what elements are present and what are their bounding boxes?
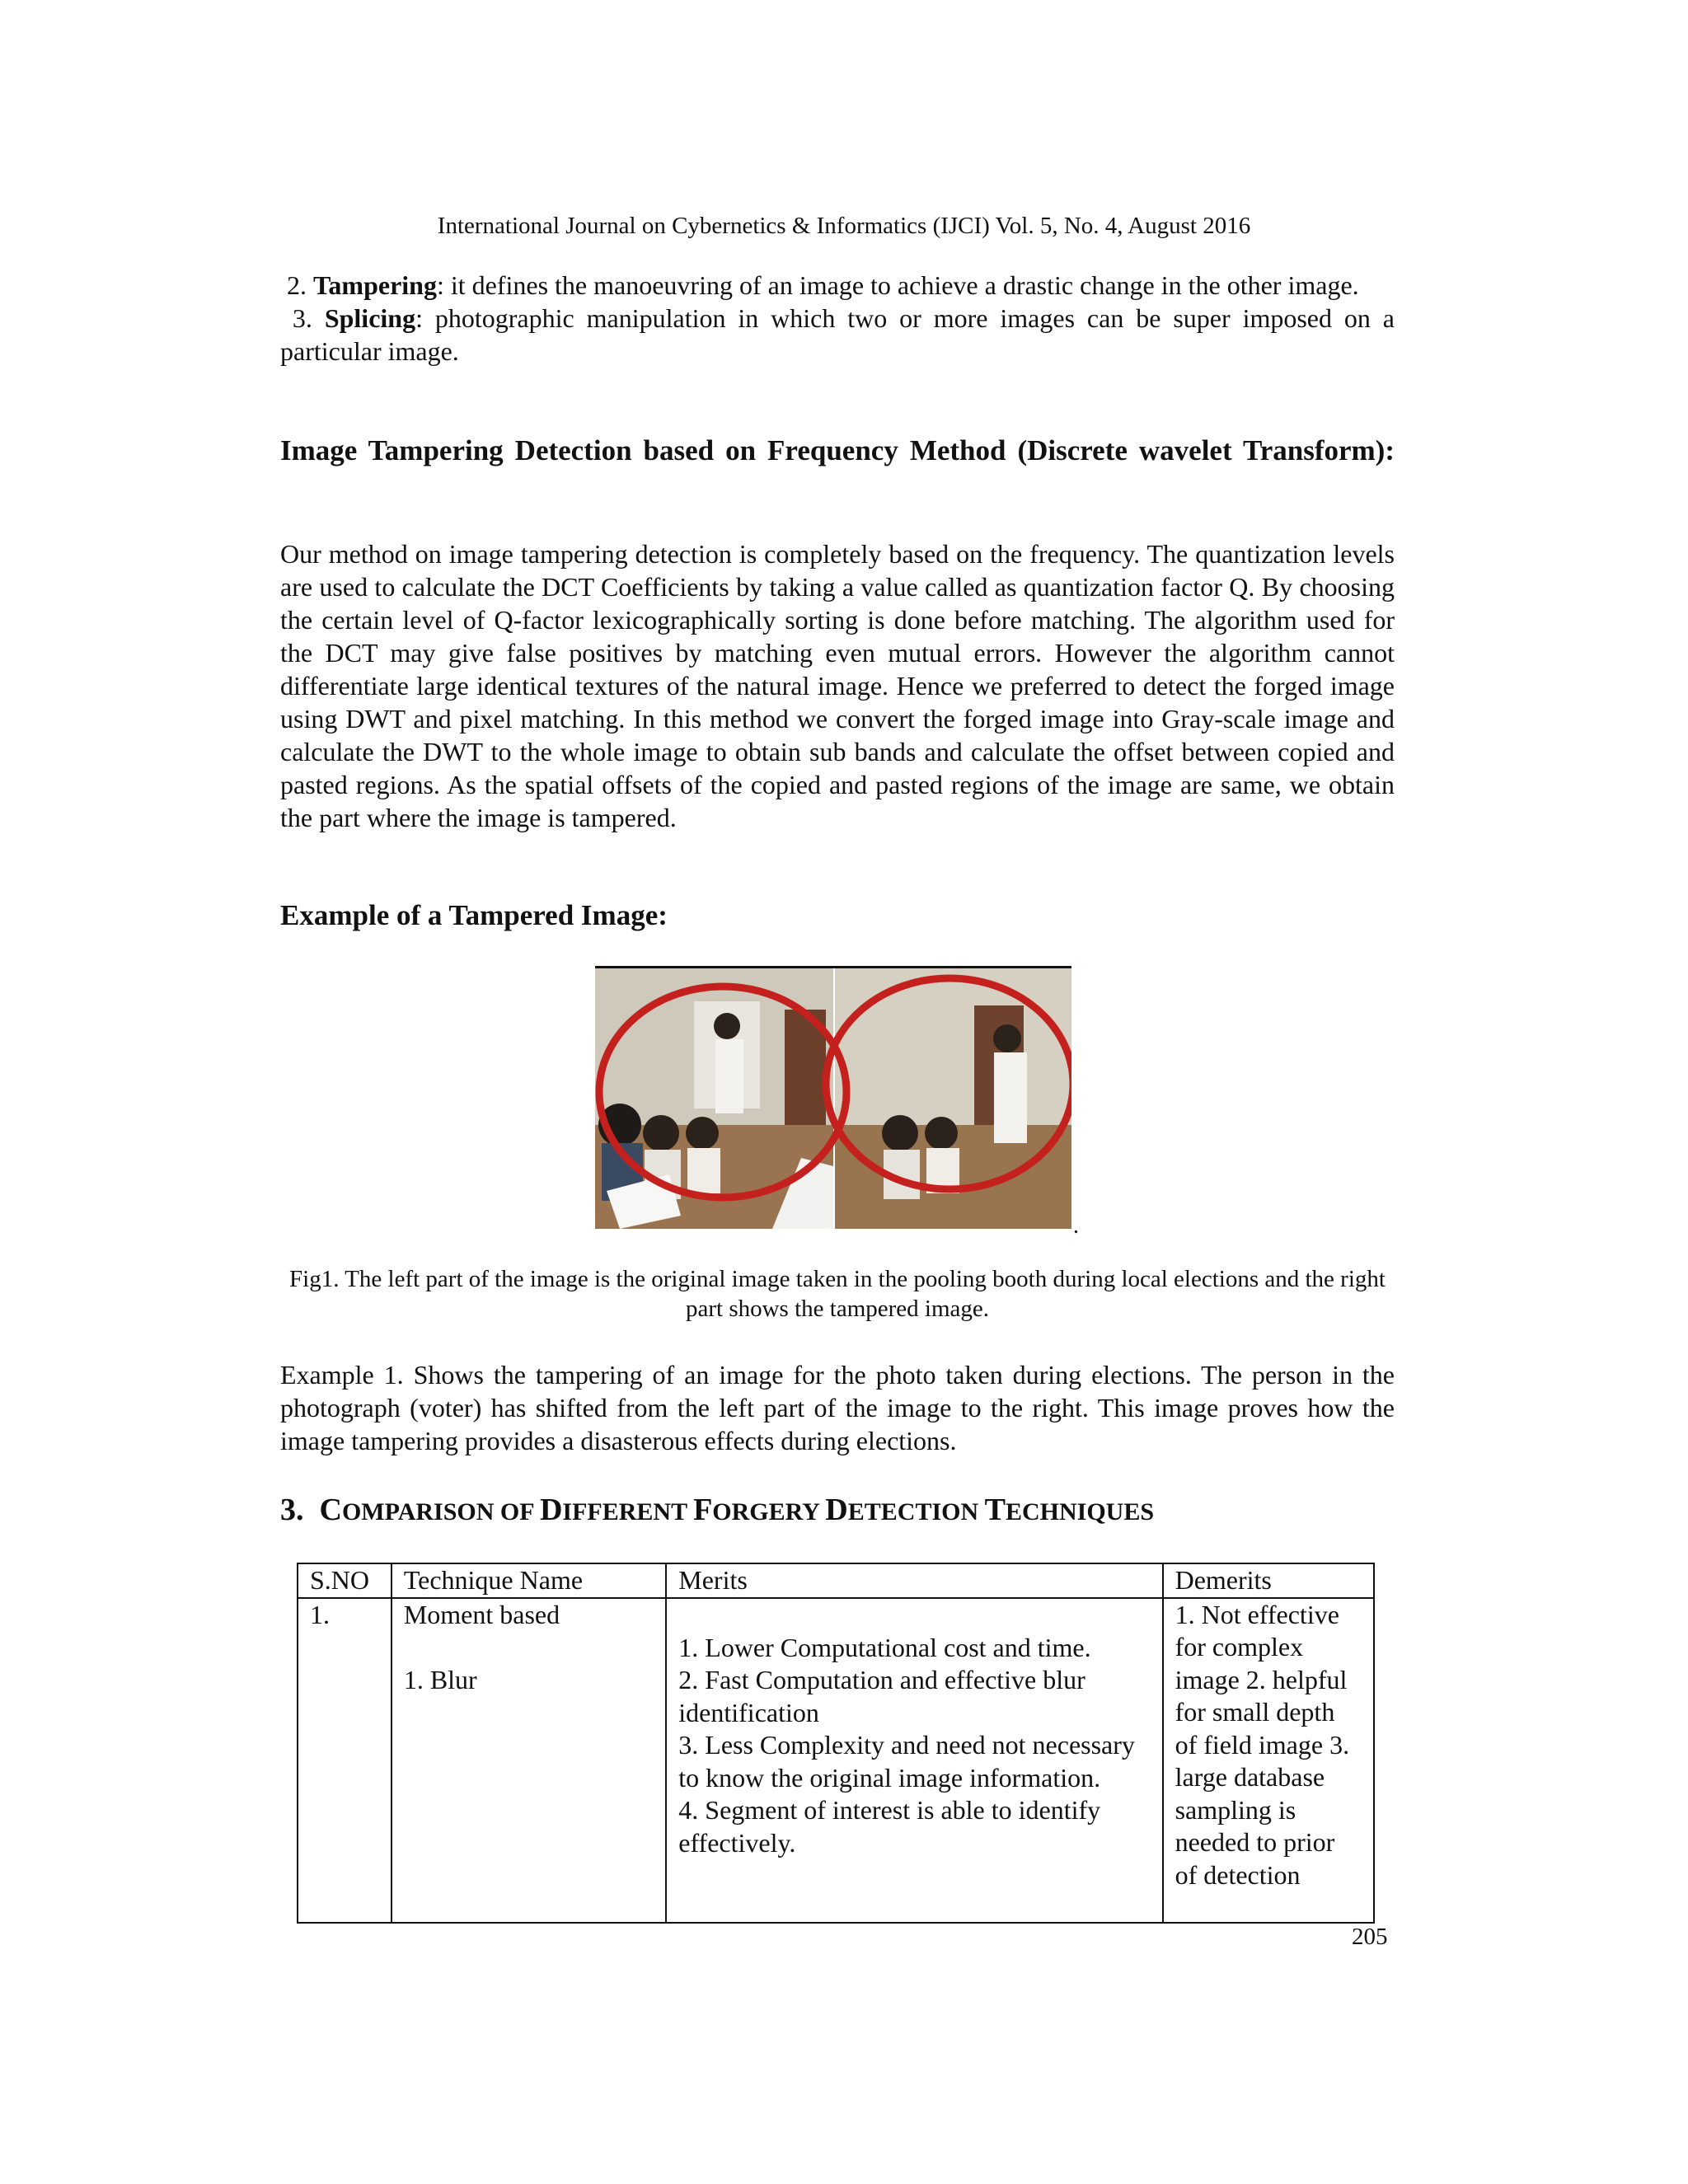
definition-text: : it defines the manoeuvring of an image to achieve a drastic change in the other image. <box>436 270 1359 300</box>
title-cap: C <box>319 1493 342 1527</box>
definition-splicing <box>280 302 1395 368</box>
definition-number: 2. <box>287 270 307 300</box>
definition-list <box>280 269 1395 368</box>
heading-example: Example of a Tampered Image: <box>280 899 668 931</box>
section-title <box>320 1493 1155 1527</box>
tampered-photo <box>595 968 1071 1229</box>
page-number: 205 <box>1352 1924 1388 1950</box>
header-demerits: Demerits <box>1163 1563 1374 1598</box>
title-cap: D <box>825 1493 848 1527</box>
title-cap: D <box>539 1493 563 1527</box>
title-smallcaps: ETECTION <box>847 1498 985 1526</box>
heading-frequency-method <box>280 433 1395 469</box>
title-cap: F <box>693 1493 713 1527</box>
section-number: 3. <box>280 1493 304 1527</box>
title-smallcaps: OF <box>499 1498 540 1526</box>
table-row <box>298 1598 1374 1923</box>
running-header: International Journal on Cybernetics & Informatics (IJCI) Vol. 5, No. 4, August 2016 <box>437 213 1251 239</box>
cell-technique <box>392 1598 666 1923</box>
definition-term: Tampering <box>313 270 437 300</box>
cell-sno: 1. <box>298 1598 392 1923</box>
figure-caption: Fig1. The left part of the image is the original image taken in the pooling booth during local elections and the right part shows the tampered image. <box>289 1266 1386 1322</box>
sub-technique-name: 1. Blur <box>403 1665 477 1694</box>
merit-item: 1. Lower Computational cost and time. <box>678 1632 1091 1662</box>
title-smallcaps: ECHNIQUES <box>1006 1498 1155 1526</box>
merit-item: 2. Fast Computation and effective blur identification <box>678 1665 1085 1727</box>
header-sno: S.NO <box>298 1563 392 1598</box>
comparison-table <box>297 1563 1375 1924</box>
merit-item: 3. Less Complexity and need not necessary to know the original image information. <box>678 1730 1135 1793</box>
figure-trailing-dot: . <box>1073 1213 1079 1239</box>
title-smallcaps: OMPARISON <box>341 1498 500 1526</box>
definition-number: 3. <box>292 303 312 333</box>
definition-term: Splicing <box>324 303 416 333</box>
tampered-image-figure <box>595 966 1071 1229</box>
definition-text: : photographic manipulation in which two or more images can be super imposed on a particular image. <box>280 303 1395 366</box>
technique-name: Moment based <box>403 1599 560 1629</box>
title-smallcaps: IFFERENT <box>562 1498 694 1526</box>
section-heading <box>280 1490 1154 1532</box>
paragraph-example: Example 1. Shows the tampering of an image for the photo taken during elections. The person in the photograph (voter) has shifted from the left part of the image to the right. This image proves how the image tampering provides a disasterous effects during elections. <box>280 1360 1395 1455</box>
title-smallcaps: ORGERY <box>712 1498 826 1526</box>
cell-merits <box>666 1598 1162 1923</box>
merit-item: 4. Segment of interest is able to identify effectively. <box>678 1795 1101 1858</box>
table-header-row <box>298 1563 1374 1598</box>
paragraph-method: Our method on image tampering detection is completely based on the frequency. The quantization levels are used to calculate the DCT Coefficients by taking a value called as quantization factor Q. By choosing the certain level of Q-factor lexicographically sorting is done before matching. The algorithm used for the DCT may give false positives by matching even mutual errors. However the algorithm cannot differentiate large identical textures of the natural image. Hence we preferred to detect the forged image using DWT and pixel matching. In this method we convert the forged image into Gray-scale image and calculate the DWT to the whole image to obtain sub bands and calculate the offset between copied and pasted regions. As the spatial offsets of the copied and pasted regions of the image are same, we obtain the part where the image is tampered. <box>280 539 1395 832</box>
cell-demerits: 1. Not effective for complex image 2. helpful for small depth of field image 3. large database sampling is needed to prior of detection <box>1163 1598 1374 1923</box>
title-cap: T <box>984 1493 1006 1527</box>
header-merits: Merits <box>666 1563 1162 1598</box>
header-technique: Technique Name <box>392 1563 666 1598</box>
definition-tampering <box>280 269 1395 302</box>
heading-text: Image Tampering Detection based on Frequency Method (Discrete wavelet Transform): <box>280 434 1395 466</box>
